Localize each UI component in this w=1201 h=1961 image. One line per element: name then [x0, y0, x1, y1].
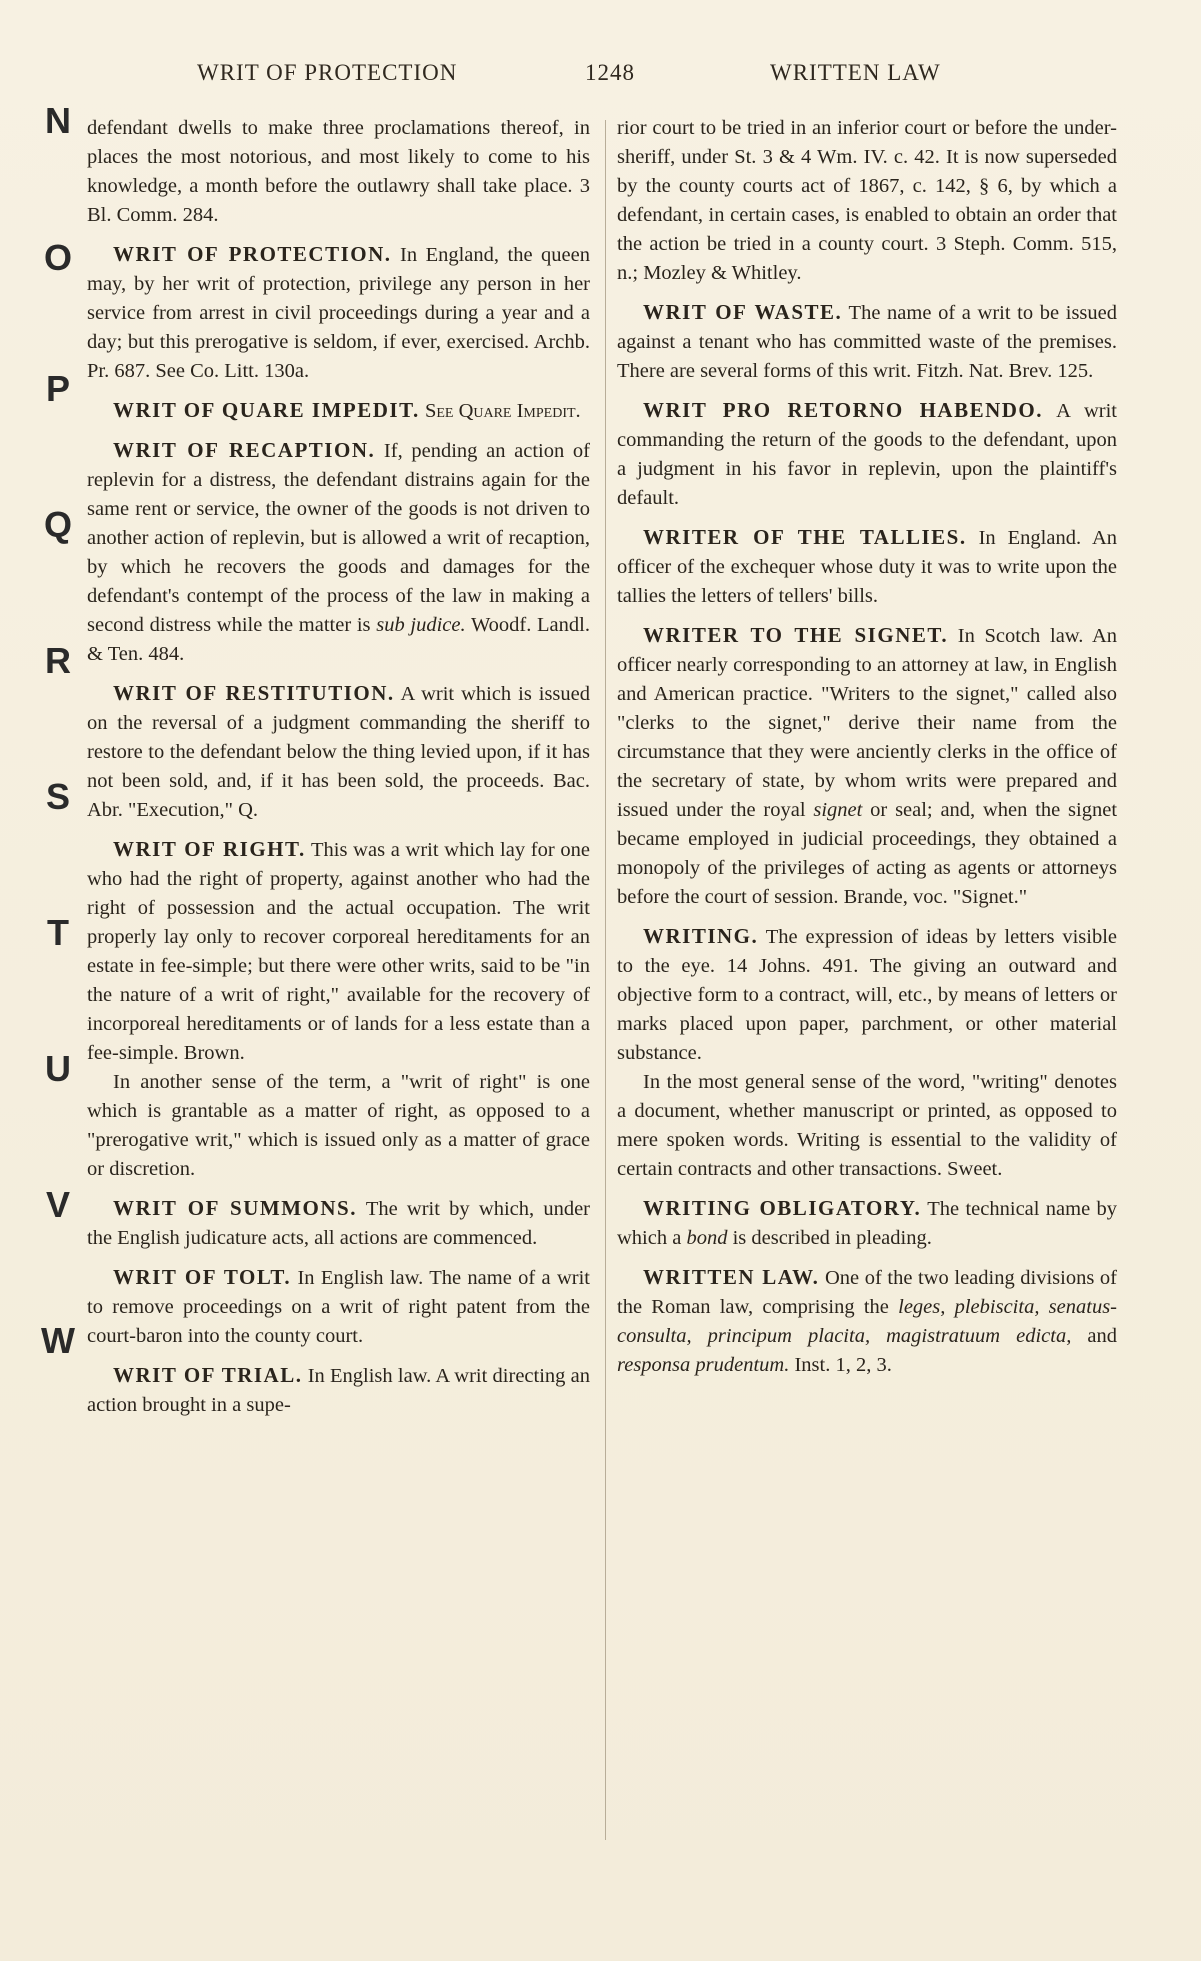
thumb-index-letter[interactable]: O: [43, 237, 72, 278]
thumb-index-letter[interactable]: U: [45, 1048, 71, 1089]
thumb-index-letter[interactable]: N: [45, 100, 71, 141]
thumb-index-letter[interactable]: R: [45, 640, 71, 681]
entry-body: rior court to be tried in an inferior court or before the under-sheriff, under St. 3 & 4 Wm. IV. c. 42. It is now superseded by the county courts act of 1867, c. 142, § 6, by which a defendant, in certain cases, is enabled to obtain an order that the action be tried in a county court. 3 Steph. Comm. 515, n.; Mozley & Whitley.: [617, 117, 1117, 284]
entry-headword: WRIT OF TRIAL.: [113, 1363, 303, 1387]
entry-writ-of-tolt: [87, 1263, 590, 1351]
entry-body: In English law. A writ directing an action brought in a supe-: [87, 1365, 590, 1416]
entry-headword: WRITTEN LAW.: [643, 1265, 820, 1289]
entry-writ-of-summons: [87, 1194, 590, 1253]
entry-italic-term: sub judice.: [376, 614, 466, 636]
entry-headword: WRIT OF PROTECTION.: [113, 242, 392, 266]
thumb-index-letter[interactable]: W: [41, 1320, 75, 1361]
running-header: [0, 60, 1201, 100]
entry-headword: WRIT OF RESTITUTION.: [113, 681, 395, 705]
entry-body: The technical name by which a: [617, 1198, 1118, 1249]
entry-writ-of-right: [87, 835, 590, 1184]
entry-body: One of the two leading divisions of the Roman law, comprising the: [617, 1267, 1117, 1318]
entry-paragraph: In another sense of the term, a "writ of right" is one which is grantable as a matter of right, as opposed to a "prerogative writ," which is issued only as a matter of grace or discretion.: [87, 1071, 590, 1180]
entry-writ-of-recaption: [87, 436, 590, 669]
entry-headword: WRIT OF RECAPTION.: [113, 438, 376, 462]
entry-headword: WRITING OBLIGATORY.: [643, 1196, 922, 1220]
entry-body: defendant dwells to make three proclamations thereof, in places the most notorious, and most likely to come to his knowledge, a month before the outlawry shall take place. 3 Bl. Comm. 284.: [87, 117, 590, 226]
entry-body: A writ commanding the return of the goods to the defendant, upon a judgment in his favor in replevin, upon the plaintiff's default.: [617, 400, 1117, 509]
entry-citation: Woodf. Landl. & Ten. 484.: [87, 614, 590, 665]
entry-writ-of-quare-impedit: [87, 396, 590, 426]
entry-headword: WRITING.: [643, 924, 759, 948]
entry-italic-term: signet: [813, 799, 863, 821]
entry-body: A writ which is issued on the reversal of a judgment commanding the sheriff to restore to the defendant below the thing levied upon, if it has not been sold, and, if it has been sold, the proceeds. Bac. Abr. "Execution," Q.: [87, 683, 590, 821]
entry-writ-of-restitution: [87, 679, 590, 825]
entry-body: The expression of ideas by letters visible to the eye. 14 Johns. 491. The giving an outward and objective form to a contract, will, etc., by means of letters or marks placed upon paper, parchment, or other material substance.: [617, 926, 1117, 1064]
entry-italic-term: bond: [686, 1227, 728, 1249]
column-divider: [605, 120, 606, 1840]
entry-headword: WRIT OF TOLT.: [113, 1265, 292, 1289]
entry-body: In England. An officer of the exchequer whose duty it was to write upon the tallies the letters of tellers' bills.: [617, 527, 1117, 607]
header-left-guide-word: WRIT OF PROTECTION: [197, 60, 458, 85]
entry-writ-of-trial: [87, 1361, 590, 1420]
right-column: [617, 114, 1117, 1390]
entry-written-law: [617, 1263, 1117, 1380]
entry-writing-obligatory: [617, 1194, 1117, 1253]
entry-body: This was a writ which lay for one who had the right of property, against another who had the right of possession and the actual occupation. The writ properly lay only to recover corporeal hereditaments for an estate in fee-simple; but there were other writs, said to be "in the nature of a writ of right," available for the recovery of incorporeal hereditaments or of lands for a less estate than a fee-simple. Brown.: [87, 839, 590, 1064]
entry-headword: WRIT PRO RETORNO HABENDO.: [643, 398, 1044, 422]
entry-body: or seal; and, when the signet became employed in judicial proceedings, they obtained a monopoly of the privileges of acting as agents or attorneys before the court of session. Brande, voc. "Signet.": [617, 799, 1118, 908]
entry-body: The name of a writ to be issued against a tenant who has committed waste of the premises. There are several forms of this writ. Fitzh. Nat. Brev. 125.: [617, 302, 1117, 382]
entry-headword: WRIT OF SUMMONS.: [113, 1196, 357, 1220]
continued-entry: [87, 114, 590, 230]
entry-headword: WRIT OF QUARE IMPEDIT.: [113, 398, 420, 422]
entry-headword: WRIT OF RIGHT.: [113, 837, 306, 861]
cross-reference[interactable]: See Quare Impedit.: [424, 400, 581, 422]
entry-writing: [617, 922, 1117, 1184]
entry-writer-to-the-signet: [617, 621, 1117, 912]
entry-headword: WRITER TO THE SIGNET.: [643, 623, 949, 647]
thumb-index-letter[interactable]: S: [45, 776, 70, 817]
entry-paragraph: In the most general sense of the word, "writing" denotes a document, whether manuscript or printed, as opposed to mere spoken words. Writing is essential to the validity of certain contracts and other transactions. Sweet.: [617, 1071, 1117, 1180]
thumb-index-letter[interactable]: P: [45, 368, 70, 409]
entry-writ-of-protection: [87, 240, 590, 386]
entry-writ-pro-retorno-habendo: [617, 396, 1117, 513]
entry-body: In Scotch law. An officer nearly corresponding to an attorney at law, in English and American practice. "Writers to the signet," called also "clerks to the signet," derive their name from the circumstance that they were anciently clerks in the office of the secretary of state, by whom writs were prepared and issued under the royal: [617, 625, 1117, 821]
entry-headword: WRITER OF THE TALLIES.: [643, 525, 967, 549]
thumb-index-letter[interactable]: Q: [43, 504, 72, 545]
entry-headword: WRIT OF WASTE.: [643, 300, 843, 324]
entry-body: If, pending an action of replevin for a distress, the defendant distrains again for the same rent or service, the owner of the goods is not driven to another action of replevin, but is allowed a writ of recaption, by which he recovers the goods and damages for the defendant's contempt of the process of the law in making a second distress while the matter is: [87, 440, 591, 636]
entry-italic-term: leges, plebiscita, senatus-consulta, principum placita, magistratuum edicta,: [617, 1296, 1117, 1347]
entry-citation: Inst. 1, 2, 3.: [794, 1354, 892, 1376]
entry-body: In English law. The name of a writ to remove proceedings on a writ of right patent from the court-baron into the county court.: [87, 1267, 591, 1347]
thumb-index-letter[interactable]: V: [45, 1184, 70, 1225]
entry-body: The writ by which, under the English judicature acts, all actions are commenced.: [87, 1198, 591, 1249]
entry-italic-term: responsa prudentum.: [617, 1354, 790, 1376]
left-column: [87, 114, 590, 1430]
continued-entry: [617, 114, 1117, 288]
entry-writer-of-the-tallies: [617, 523, 1117, 611]
entry-body: and: [1087, 1325, 1118, 1347]
entry-body: is described in pleading.: [732, 1227, 932, 1249]
thumb-index-letter[interactable]: T: [47, 912, 69, 953]
entry-body: In England, the queen may, by her writ of protection, privilege any person in her service from arrest in civil proceedings during a year and a day; but this prerogative is seldom, if ever, exercised. Archb. Pr. 687. See Co. Litt. 130a.: [87, 244, 590, 382]
entry-writ-of-waste: [617, 298, 1117, 386]
page-number: 1248: [585, 60, 635, 85]
header-right-guide-word: WRITTEN LAW: [770, 60, 941, 85]
